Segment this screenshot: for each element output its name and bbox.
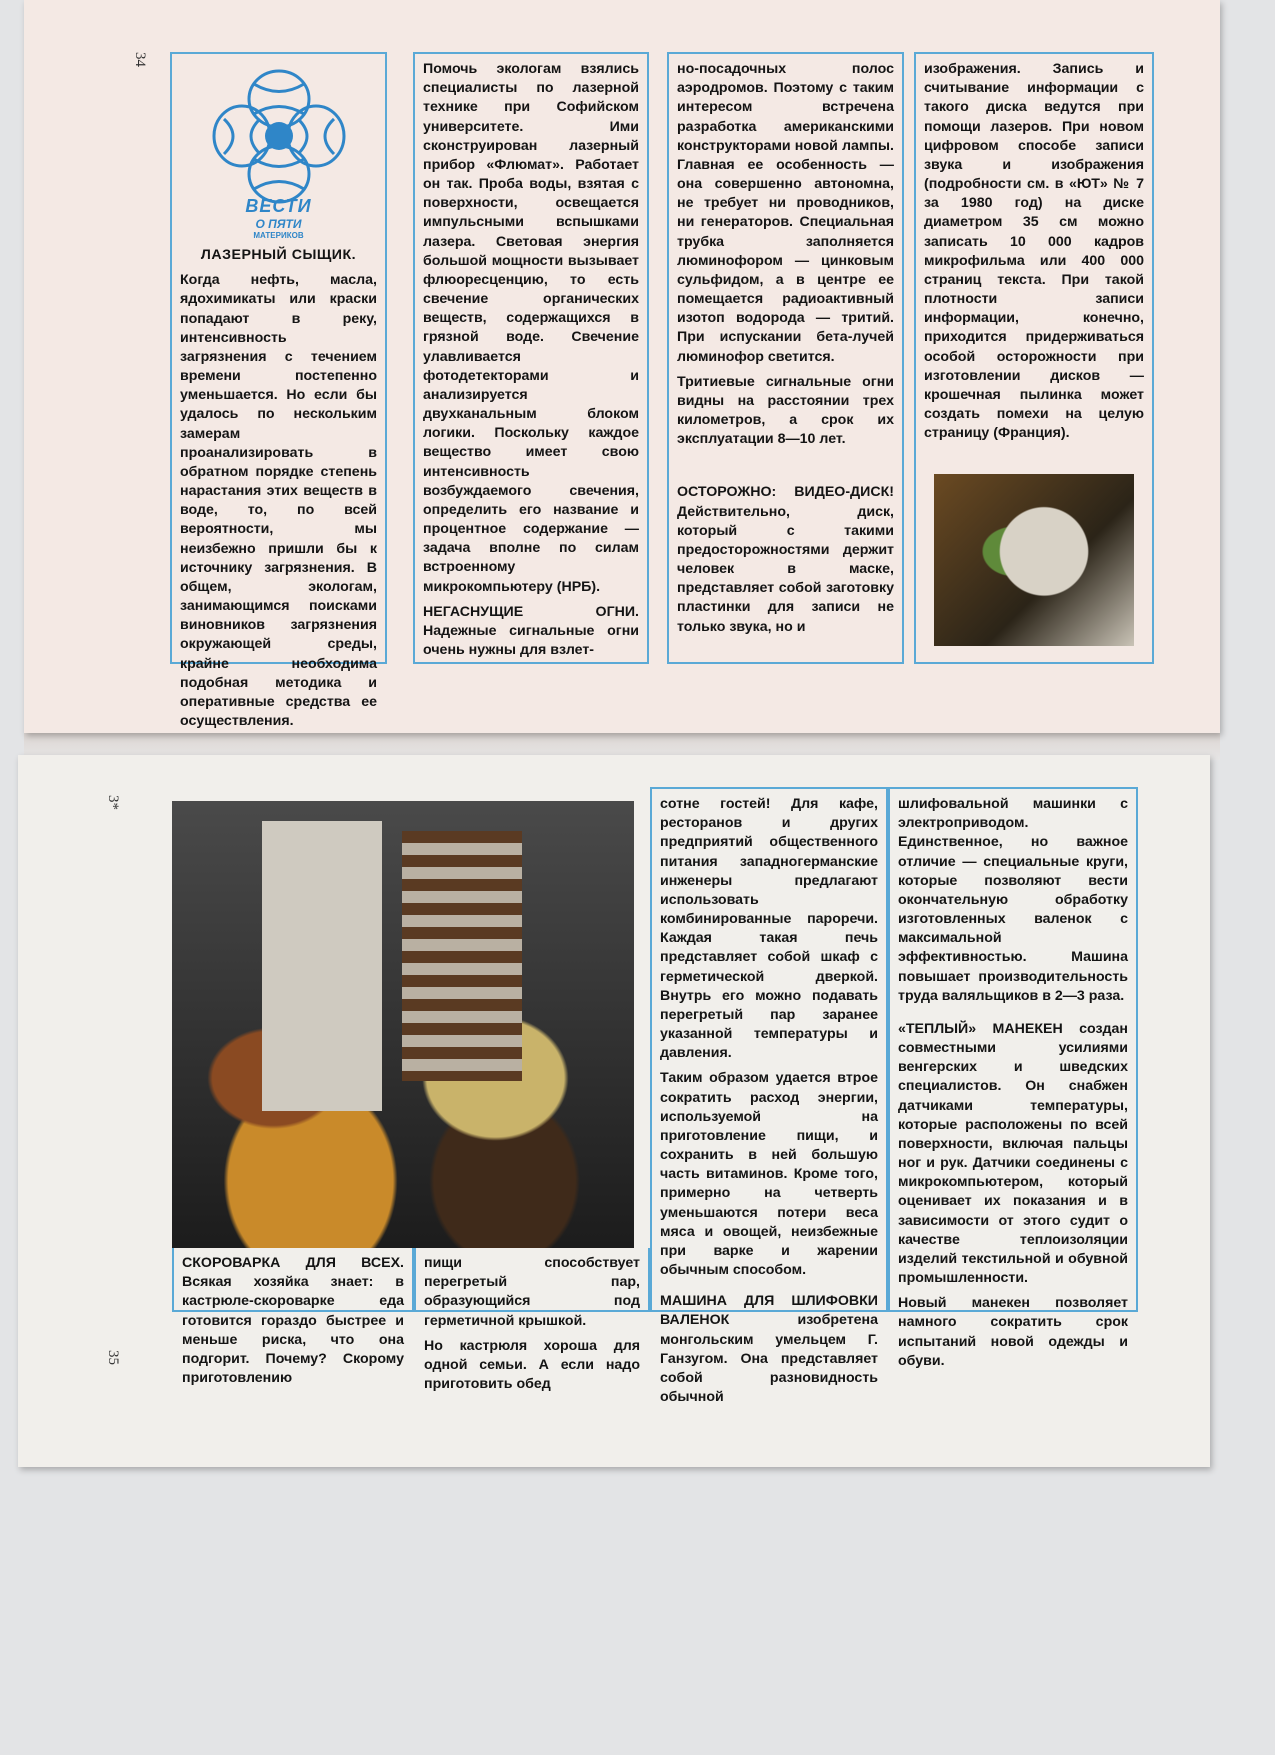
paragraph: шлифовальной машинки с электроприводом. Единственное, но важное отличие — специальные круги, которые позволяют вести окончательную обработку изготовленных валенок с максимальной эффективностью. Машина повышает производительность труда валяльщиков в 2—3 раза. bbox=[898, 796, 1128, 1004]
photo-man-in-mask-with-disc bbox=[934, 474, 1134, 646]
paragraph: Помочь экологам взялись специалисты по лазерной технике при Софийском университете. Ими сконструирован лазерный прибор «Флюмат». Работает он так. Проба воды, взятая с поверхности, освещается импульсными вспышками лазера. Световая энергия большой мощности вызывает флюоресценцию, то есть свечение органических веществ, содержащихся в грязной воде. Свечение улавливается фотодетекторами и анализируется двухканальным блоком логики. Поскольку каждое вещество имеет свою интенсивность возбуждаемого свечения, определить его название и процентное содержание — задача вполне по силам встроенному микрокомпьютеру (НРБ). bbox=[423, 61, 639, 595]
paragraph: изображения. Запись и считывание информации с такого диска ведутся при помощи лазеров. При новом цифровом способе записи звука и изображения (подробности см. в «ЮТ» № 7 за 1980 год) на диске диаметром 35 см можно записать 10 000 кадров микрофильма или 400 000 страниц текста. При такой плотности записи информации, конечно, приходится придерживаться особой осторожности при изготовлении дисков — крошечная пылинка может создать помехи на целую страницу (Франция). bbox=[924, 61, 1144, 442]
column-3-top bbox=[667, 52, 904, 664]
heading-pressure-cooker: СКОРОВАРКА ДЛЯ ВСЕХ. Всякая хозяйка знает: в кастрюле-скороварке еда готовится гораздо быстрее и меньше риска, что она подгорит. Почему? Скорому приготовлению bbox=[182, 1255, 404, 1387]
page-35 bbox=[18, 755, 1210, 1467]
page-34 bbox=[24, 0, 1220, 733]
paragraph: сотне гостей! Для кафе, ресторанов и других предприятий общественного питания западногерманские инженеры предлагают использовать комбинированные пароpечи. Каждая такая печь представляет собой шкаф с герметической дверкой. Внутрь его можно подавать перегретый пар заранее указанной температуры и давления. bbox=[660, 796, 878, 1062]
paragraph: Тритиевые сигнальные огни видны на расстоянии трех километров, а срок их эксплуатации 8—10 лет. bbox=[677, 373, 894, 448]
column-4-bottom bbox=[888, 787, 1138, 1369]
page-number-marker: 3* bbox=[105, 795, 121, 810]
paragraph: но-посадочных полос аэродромов. Поэтому с таким интересом встречена разработка американскими конструкторами новой лампы. Главная ее особенность — она совершенно автономна, не требует ни проводников, ни генераторов. Специальная трубка заполняется люминофором — цинковым сульфидом, а в центре ее помещается радиоактивный изотоп водорода — тритий. При испускании бета-лучей люминофор светится. bbox=[677, 61, 894, 365]
paragraph: Но кастрюля хороша для одной семьи. А если надо приготовить обед bbox=[424, 1337, 640, 1393]
heading-warm-mannequin: «ТЕПЛЫЙ» МАНЕКЕН создан совместными усилиями венгерских и шведских специалистов. Он снабжен датчиками температуры, которые расположены по всей поверхности, включая пальцы ног и рук. Датчики соединены с микрокомпьютером, который оценивает их показания и в зависимости от этого судит о качестве теплоизоляции изделий текстильной и обувной промышленности. bbox=[898, 1020, 1128, 1287]
heading-felt-boot-machine: МАШИНА ДЛЯ ШЛИФОВКИ ВАЛЕНОК изобретена монгольским умельцем Г. Ганзугом. Она представляет собой разновидность обычной bbox=[660, 1293, 878, 1406]
heading-laser-detective: ЛАЗЕРНЫЙ СЫЩИК. bbox=[200, 247, 357, 263]
paragraph: Новый манекен позволяет намного сократить срок испытаний новой одежды и обуви. bbox=[898, 1295, 1128, 1369]
heading-unfading-lights: НЕГАСНУЩИЕ ОГНИ. Надежные сигнальные огни очень нужны для взлет- bbox=[423, 603, 639, 659]
paragraph: Таким образом удается втрое сократить расход энергии, используемой на приготовление пищи, и сохранить в ней большую часть витаминов. Кроме того, примерно на четверть уменьшаются потери веса мяса и овощей, неизбежные при варке и жарении обычным способом. bbox=[660, 1070, 878, 1279]
paragraph: пищи способствует перегретый пар, образующийся под герметичной крышкой. bbox=[424, 1255, 640, 1329]
column-3-bottom bbox=[650, 787, 888, 1406]
column-2-top bbox=[413, 52, 649, 664]
column-2-bottom bbox=[414, 1248, 650, 1393]
page-number-bottom: 35 bbox=[105, 1350, 121, 1365]
heading-videodisc: ОСТОРОЖНО: ВИДЕО-ДИСК! Действительно, диск, который с такими предосторожностями держит человек в маске, представляет собой заготовку пластинки для записи не только звука, но и bbox=[677, 484, 894, 635]
column-4-top bbox=[914, 52, 1154, 664]
column-1-top bbox=[170, 52, 387, 730]
paragraph: Когда нефть, масла, ядохимикаты или краски попадают в реку, интенсивность загрязнения с течением времени постепенно уменьшается. Но если бы удалось по нескольким замерам проанализировать в обратном порядке степень нарастания этих веществ в воде, то, по всей вероятности, мы неизбежно пришли бы к источнику загрязнения. В общем, экологам, занимающимся поисками виновников загрязнения окружающей среды, крайне необходима подобная методика и оперативные средства ее осуществления. bbox=[180, 272, 377, 730]
column-1-bottom bbox=[172, 1248, 414, 1387]
photo-combi-steamer-oven bbox=[172, 801, 634, 1248]
page-number-top: 34 bbox=[132, 52, 148, 67]
logo-title: ВЕСТИ О ПЯТИ МАТЕРИКОВ bbox=[245, 196, 312, 240]
